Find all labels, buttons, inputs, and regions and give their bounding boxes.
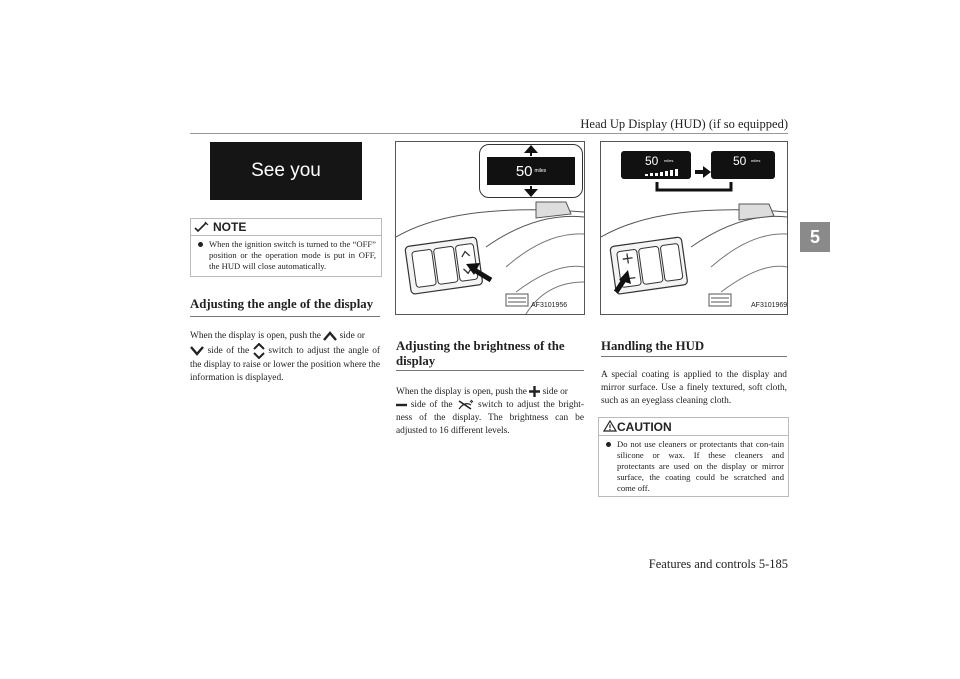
hud-inset bbox=[479, 144, 583, 198]
figure-code: AF3101969 bbox=[751, 302, 788, 309]
note-header bbox=[191, 219, 381, 236]
angle-text-2: side or bbox=[339, 331, 365, 341]
brightness-text-4: switch to adjust the bright-ness of the display. The brightness can be adjusted to 16 different levels. bbox=[396, 399, 585, 436]
caution-header bbox=[599, 418, 788, 436]
angle-text-3: side of the bbox=[207, 345, 250, 356]
caution-item-text: Do not use cleaners or protectants that con-tain silicone or wax. If these cleaners and protectants are used on the display or mirror surface, the coating could be scratched and come off. bbox=[617, 439, 784, 493]
angle-body bbox=[190, 330, 380, 384]
brightness-heading-rule bbox=[396, 370, 584, 371]
warning-triangle-icon bbox=[603, 420, 617, 432]
figure-code: AF3101956 bbox=[531, 302, 568, 309]
caution-item bbox=[607, 439, 784, 494]
figure-brightness-switch bbox=[600, 141, 788, 315]
brightness-text-2: side or bbox=[542, 387, 568, 397]
angle-text-4: switch to adjust the angle of the display to raise or lower the position where the information is displayed. bbox=[190, 345, 381, 383]
bullet-icon bbox=[198, 242, 203, 247]
running-header: Head Up Display (HUD) (if so equipped) bbox=[580, 117, 788, 131]
angle-text-1: When the display is open, push the bbox=[190, 331, 321, 341]
brightness-heading: Adjusting the brightness of the display bbox=[396, 339, 565, 368]
handling-heading: Handling the HUD bbox=[601, 339, 705, 353]
hud-speed-before: 50 bbox=[645, 154, 659, 168]
note-box bbox=[190, 218, 382, 277]
header-divider bbox=[190, 133, 788, 134]
brightness-text-3: side of the bbox=[410, 399, 453, 410]
chevron-up-icon bbox=[323, 331, 337, 341]
minus-icon bbox=[396, 402, 407, 408]
angle-heading: Adjusting the angle of the display bbox=[190, 297, 374, 311]
note-pencil-icon bbox=[194, 221, 210, 233]
note-label: NOTE bbox=[213, 220, 247, 234]
figure-angle-switch bbox=[395, 141, 585, 315]
brightness-text-1: When the display is open, push the bbox=[396, 387, 527, 397]
see-you-display-image: See you bbox=[210, 142, 362, 200]
hud-unit-before: miles bbox=[664, 158, 674, 163]
hud-screen-after bbox=[711, 151, 775, 179]
brightness-body bbox=[396, 386, 584, 437]
brightness-switch-icon bbox=[456, 399, 474, 411]
hud-unit: miles bbox=[534, 168, 547, 174]
note-item-text: When the ignition switch is turned to the “OFF” position or the operation mode is put in OFF, the HUD will close automatically. bbox=[209, 239, 376, 271]
hud-speed-after: 50 bbox=[733, 154, 747, 168]
up-down-arrow-icon bbox=[521, 143, 541, 199]
hud-screen-before bbox=[621, 151, 691, 179]
hud-speed: 50 bbox=[515, 162, 533, 180]
up-down-switch-icon bbox=[253, 343, 265, 359]
handling-body: A special coating is applied to the display and mirror surface. Use a finely textured, soft cloth, such as an eyeglass cleaning cloth. bbox=[601, 370, 787, 406]
page-footer: Features and controls 5-185 bbox=[648, 557, 788, 571]
brightness-level-bar bbox=[629, 169, 685, 177]
bullet-icon bbox=[606, 442, 611, 447]
hud-unit-after: miles bbox=[751, 158, 761, 163]
caution-box bbox=[598, 417, 789, 497]
angle-heading-rule bbox=[190, 316, 380, 317]
plus-icon bbox=[529, 386, 540, 397]
chapter-tab: 5 bbox=[800, 222, 830, 252]
handling-heading-rule bbox=[601, 356, 787, 357]
chevron-down-icon bbox=[190, 346, 204, 356]
caution-label: CAUTION bbox=[617, 420, 672, 434]
note-item bbox=[199, 239, 376, 272]
